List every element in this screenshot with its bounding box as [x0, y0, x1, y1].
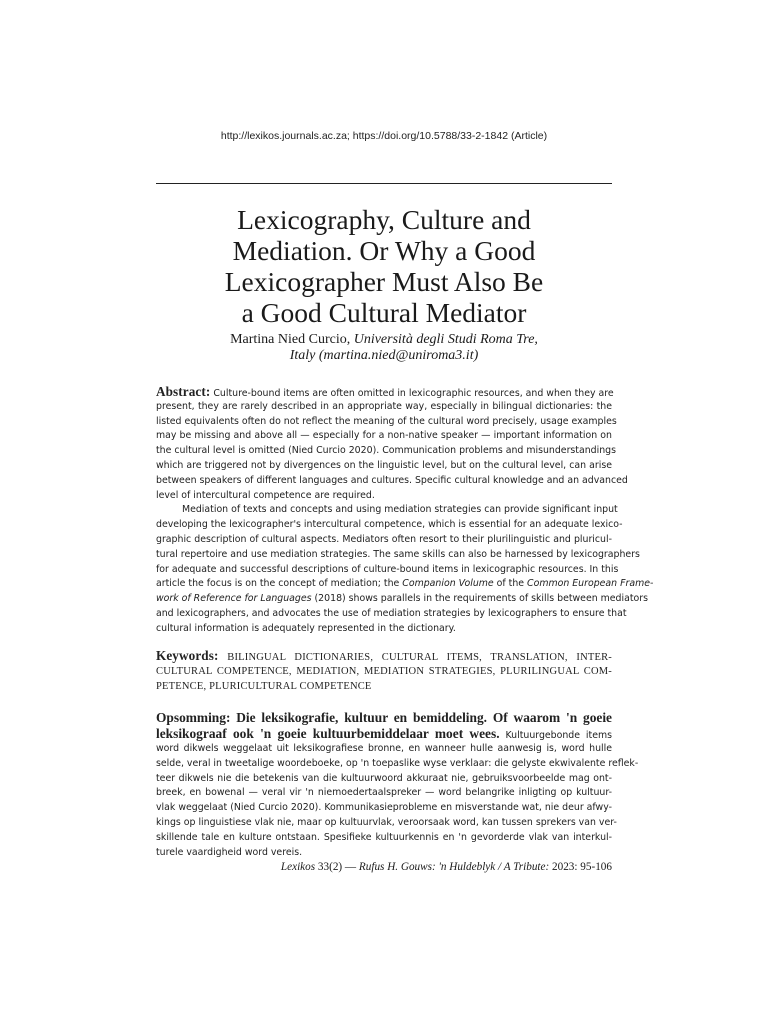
abstract-line: level of intercultural competence are required. — [156, 489, 375, 501]
opsomming-heading-line — [156, 710, 612, 726]
opsomming-heading: leksikograaf ook 'n goeie kultuurbemiddelaar moet wees. — [156, 726, 500, 741]
header-rule — [156, 183, 612, 184]
abstract — [156, 384, 654, 637]
keywords-line: CULTURAL COMPETENCE, MEDIATION, MEDIATION STRATEGIES, PLURILINGUAL COM- — [156, 665, 612, 677]
keywords-line — [156, 648, 612, 664]
abstract-line: present, they are rarely described in an appropriate way, especially in bilingual dictionaries: the — [156, 400, 612, 412]
journal-series: Rufus H. Gouws: 'n Huldeblyk / A Tribute: — [358, 861, 550, 873]
cefr-title-part-2: work of Reference for Languages — [156, 593, 312, 605]
opsomming — [156, 710, 639, 860]
abstract-line — [156, 577, 654, 592]
abstract-text: of the — [493, 578, 528, 590]
abstract-line: developing the lexicographer's intercultural competence, which is essential for an adequate lexico- — [156, 519, 623, 531]
companion-volume-title: Companion Volume — [402, 578, 494, 590]
author-name: Martina Nied Curcio, — [230, 332, 351, 347]
abstract-line: tural repertoire and use mediation strategies. The same skills can also be harnessed by lexicographers — [156, 548, 640, 560]
abstract-line: between speakers of different languages and cultures. Specific cultural knowledge and an advanced — [156, 474, 628, 486]
abstract-label: Abstract: — [156, 384, 211, 399]
journal-name: Lexikos — [280, 861, 316, 873]
author-affiliation: Università degli Studi Roma Tre, — [353, 332, 538, 347]
keywords-label: Keywords: — [156, 648, 219, 663]
abstract-line: and lexicographers, and advocates the use of mediation strategies by lexicographers to ensure that — [156, 607, 627, 619]
abstract-line: for adequate and successful descriptions of culture-bound items in lexicographic resources. In this — [156, 563, 619, 575]
abstract-line — [156, 592, 648, 607]
abstract-line — [156, 385, 612, 400]
abstract-line: which are triggered not by divergences on the linguistic level, but on the cultural level, can arise — [156, 459, 612, 471]
title-line: a Good Cultural Mediator — [241, 297, 527, 328]
keywords — [156, 648, 612, 695]
keywords-text: BILINGUAL DICTIONARIES, CULTURAL ITEMS, TRANSLATION, INTER- — [227, 652, 612, 663]
abstract-text: Culture-bound items are often omitted in lexicographic resources, and when they are — [213, 388, 614, 399]
title-line: Lexicographer Must Also Be — [224, 266, 544, 297]
opsomming-line: skillende tale en kulture ontstaan. Spesifieke kultuurkennis en 'n gevorderde vlak van interkul- — [156, 831, 612, 843]
abstract-line: cultural information is adequately represented in the dictionary. — [156, 622, 456, 634]
opsomming-line: vlak weggelaat (Nied Curcio 2020). Kommunikasieprobleme en misverstande wat, nie deur afwy- — [156, 802, 612, 814]
opsomming-text: Kultuurgebonde items — [499, 730, 612, 741]
abstract-text: article the focus is on the concept of mediation; the — [156, 578, 403, 590]
opsomming-heading: Opsomming: Die leksikografie, kultuur en bemiddeling. Of waarom 'n goeie — [156, 710, 612, 725]
opsomming-line: turele vaardigheid word vereis. — [156, 846, 303, 858]
author-line-1 — [156, 332, 612, 348]
opsomming-line: word dikwels weggelaat uit leksikografiese bronne, en wanneer hulle aanwesig is, word hulle — [156, 743, 612, 754]
opsomming-line: kings op linguistiese vlak nie, maar op kultuurvlak, veroorsaak word, kan tussen sprekers van ver- — [156, 816, 617, 828]
abstract-line: may be missing and above all — especially for a non-native speaker — important information on — [156, 430, 612, 442]
opsomming-line: breek, en bowenal — veral vir 'n niemoedertaalspreker — word belangrike inligting op kultuur- — [156, 787, 612, 799]
keywords-line: PETENCE, PLURICULTURAL COMPETENCE — [156, 681, 372, 692]
journal-year-pages: 2023: 95-106 — [549, 861, 612, 873]
author-block — [156, 332, 612, 364]
abstract-line: graphic description of cultural aspects. Mediators often resort to their plurilinguistic and pluricul- — [156, 533, 612, 545]
journal-footer — [156, 861, 612, 873]
abstract-text: (2018) shows parallels in the requirements of skills between mediators — [311, 593, 648, 605]
cefr-title-part-1: Common European Frame- — [527, 578, 654, 590]
article-title — [156, 204, 612, 328]
title-line: Lexicography, Culture and — [237, 204, 531, 235]
journal-url-line: http://lexikos.journals.ac.za; https://doi.org/10.5788/33-2-1842 (Article) — [220, 130, 548, 142]
title-line: Mediation. Or Why a Good — [232, 235, 536, 266]
opsomming-line — [156, 726, 612, 742]
opsomming-line: teer dikwels nie die betekenis van die kultuurwoord akkuraat nie, gebruiksvoorbeelde mag ont- — [156, 772, 612, 784]
journal-volume: 33(2) — — [315, 861, 359, 873]
author-affiliation-line-2: Italy (martina.nied@uniroma3.it) — [289, 348, 479, 363]
abstract-line: listed equivalents often do not reflect the meaning of the cultural word precisely, usage examples — [156, 415, 617, 427]
abstract-line: the cultural level is omitted (Nied Curcio 2020). Communication problems and misunderstandings — [156, 445, 616, 457]
opsomming-line: selde, veral in tweetalige woordeboeke, op 'n toepaslike wyse verklaar: die gelyste ekwivalente reflek- — [156, 757, 639, 769]
abstract-line: Mediation of texts and concepts and using mediation strategies can provide significant input — [182, 504, 618, 516]
